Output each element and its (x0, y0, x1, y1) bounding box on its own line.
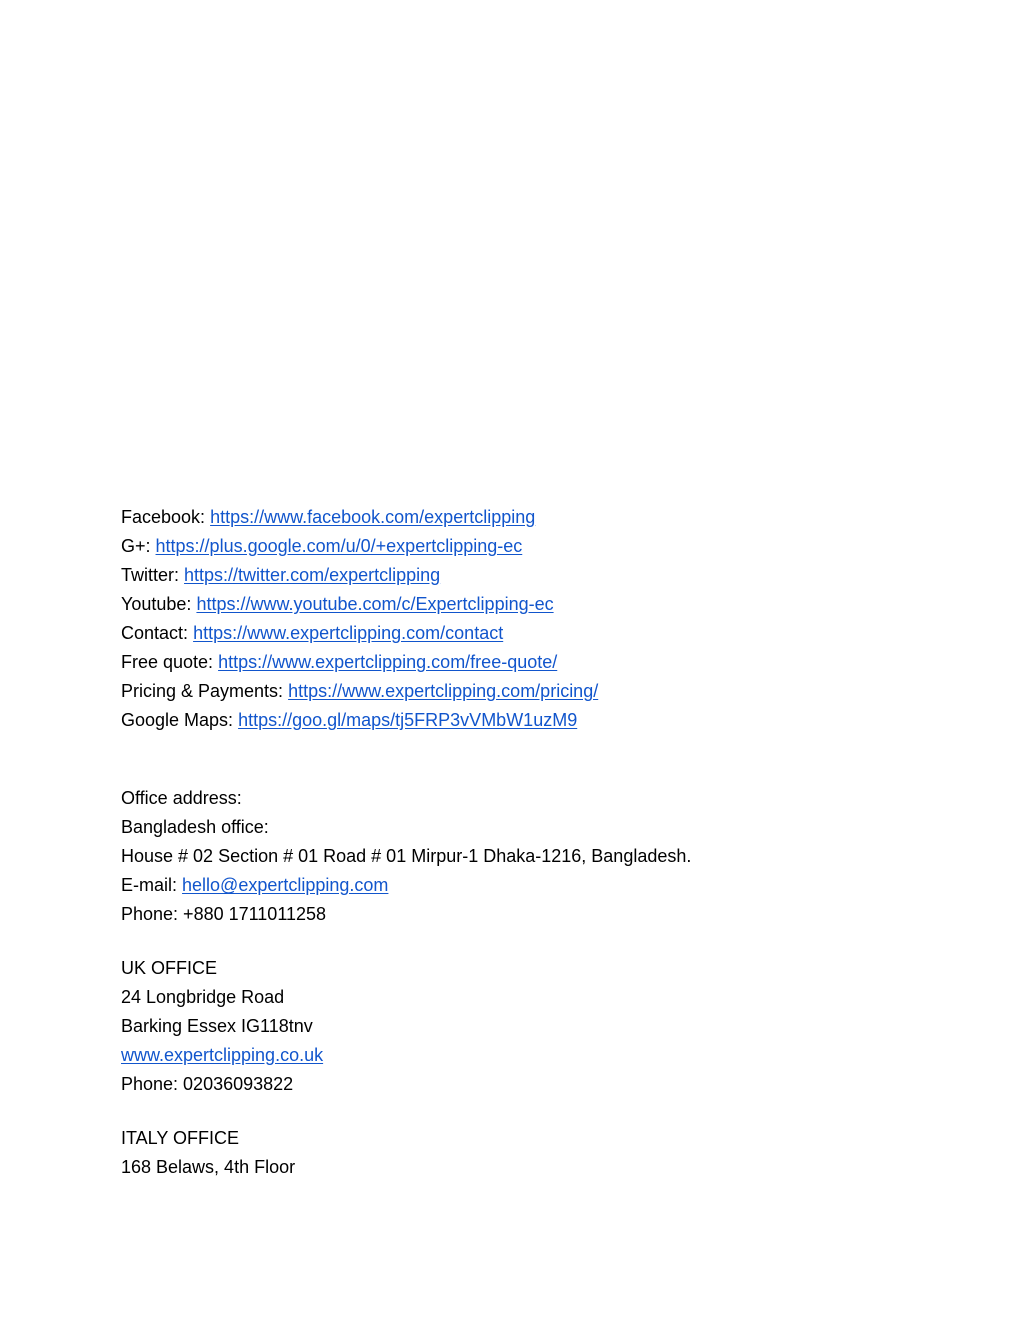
contact-line (121, 622, 503, 644)
uk-office-address-1: 24 Longbridge Road (121, 987, 285, 1007)
italy-office-address-1: 168 Belaws, 4th Floor (121, 1157, 296, 1177)
pricing-label: Pricing & Payments: (121, 681, 284, 701)
bangladesh-office-title: Bangladesh office: (121, 817, 269, 837)
twitter-label: Twitter: (121, 565, 180, 585)
twitter-line (121, 564, 440, 586)
free-quote-label: Free quote: (121, 652, 214, 672)
youtube-link[interactable]: https://www.youtube.com/c/Expertclipping-ec (196, 594, 554, 614)
office-heading: Office address: (121, 788, 242, 808)
facebook-line (121, 506, 535, 528)
bangladesh-phone: Phone: +880 1711011258 (121, 904, 327, 924)
uk-website-link[interactable]: www.expertclipping.co.uk (121, 1045, 324, 1065)
free-quote-line (121, 651, 557, 673)
italy-office-title: ITALY OFFICE (121, 1128, 240, 1148)
uk-office-title: UK OFFICE (121, 958, 218, 978)
bangladesh-office-address: House # 02 Section # 01 Road # 01 Mirpur-1 Dhaka-1216, Bangladesh. (121, 846, 692, 866)
google-maps-link[interactable]: https://goo.gl/maps/tj5FRP3vVMbW1uzM9 (238, 710, 578, 730)
google-maps-label: Google Maps: (121, 710, 234, 730)
facebook-label: Facebook: (121, 507, 206, 527)
twitter-link[interactable]: https://twitter.com/expertclipping (184, 565, 441, 585)
facebook-link[interactable]: https://www.facebook.com/expertclipping (210, 507, 536, 527)
pricing-link[interactable]: https://www.expertclipping.com/pricing/ (288, 681, 599, 701)
uk-phone: Phone: 02036093822 (121, 1074, 294, 1094)
uk-website-line (121, 1044, 323, 1066)
email-link[interactable]: hello@expertclipping.com (182, 875, 389, 895)
googleplus-line (121, 535, 522, 557)
pricing-line (121, 680, 598, 702)
contact-label: Contact: (121, 623, 189, 643)
youtube-line (121, 593, 554, 615)
contact-link[interactable]: https://www.expertclipping.com/contact (193, 623, 504, 643)
free-quote-link[interactable]: https://www.expertclipping.com/free-quote/ (218, 652, 558, 672)
googleplus-link[interactable]: https://plus.google.com/u/0/+expertclipping-ec (155, 536, 523, 556)
bangladesh-email-line (121, 874, 388, 896)
youtube-label: Youtube: (121, 594, 192, 614)
uk-office-address-2: Barking Essex IG118tnv (121, 1016, 313, 1036)
email-label: E-mail: (121, 875, 178, 895)
googleplus-label: G+: (121, 536, 151, 556)
google-maps-line (121, 709, 577, 731)
